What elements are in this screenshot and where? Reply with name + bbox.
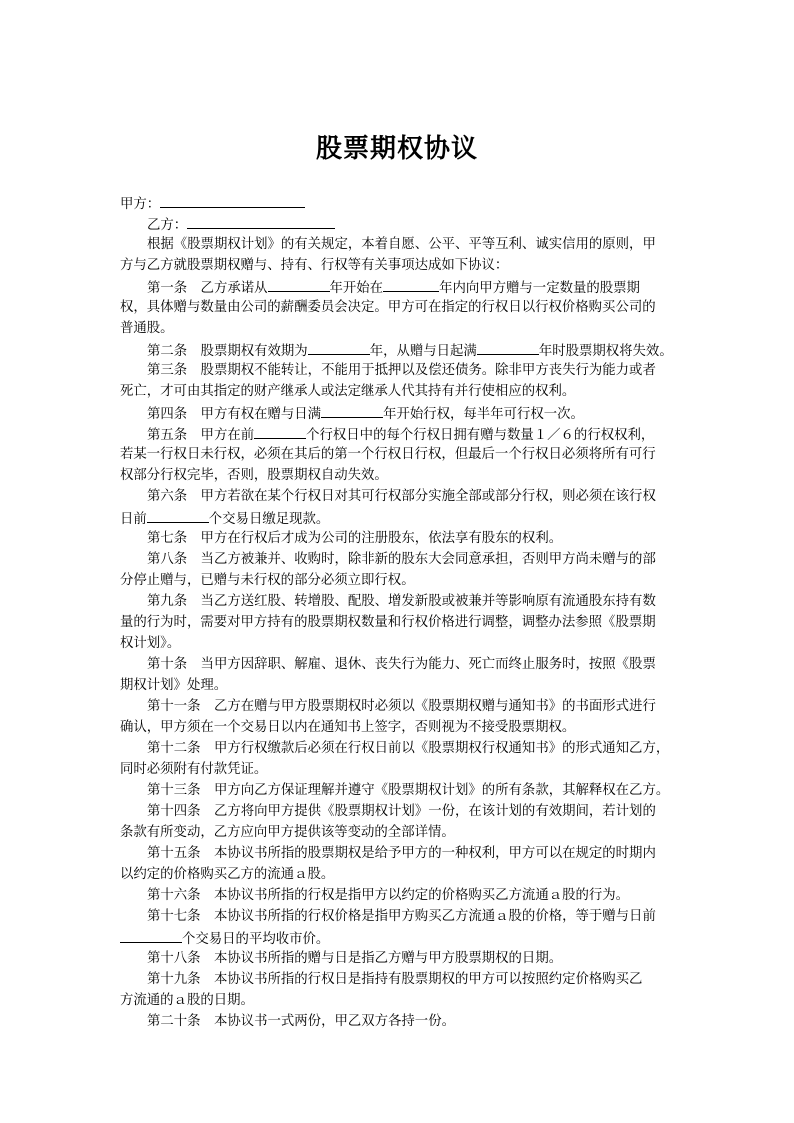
article-14-line: 第十四条 乙方将向甲方提供《股票期权计划》一份，在该计划的有效期间，若计划的 <box>147 804 656 819</box>
validity-years-blank[interactable] <box>308 339 370 355</box>
party-b-blank[interactable] <box>187 213 335 229</box>
article-5-line: 第五条 甲方在前 个行权日中的每个行权日拥有赠与数量１／６的行权权利， <box>120 423 680 444</box>
article-5-line: 权部分行权完毕，否则，股票期权自动失效。 <box>120 468 388 483</box>
party-a-label: 甲方： <box>120 197 161 212</box>
trading-days-blank[interactable] <box>147 507 209 523</box>
article-18-line: 第十八条 本协议书所指的赠与日是指乙方赠与甲方股票期权的日期。 <box>147 951 563 966</box>
article-3-line: 第三条 股票期权不能转让，不能用于抵押以及偿还债务。除非甲方丧失行为能力或者 <box>147 363 656 378</box>
article-9-line: 权计划》。 <box>120 636 181 651</box>
article-17-line: 第十七条 本协议书所指的行权价格是指甲方购买乙方流通ａ股的价格，等于赠与日前 <box>147 909 656 924</box>
article-6-line: 第六条 甲方若欲在某个行权日对其可行权部分实施全部或部分行权，则必须在该行权 <box>147 489 656 504</box>
article-3-line: 死亡，才可由其指定的财产继承人或法定继承人代其持有并行使相应的权利。 <box>120 384 576 399</box>
document-title: 股票期权协议 <box>315 134 478 164</box>
article-1-line: 权，具体赠与数量由公司的薪酬委员会决定。甲方可在指定的行权日以行权价格购买公司的 <box>120 300 656 315</box>
article-19-line: 第十九条 本协议书所指的行权日是指持有股票期权的甲方可以按照约定价格购买乙 <box>147 972 643 987</box>
article-20-line: 第二十条 本协议书一式两份，甲乙双方各持一份。 <box>147 1014 455 1029</box>
party-b-label: 乙方： <box>147 218 188 233</box>
preamble-line: 根据《股票期权计划》的有关规定，本着自愿、公平、平等互利、诚实信用的原则，甲 <box>147 237 656 252</box>
preamble-line: 方与乙方就股票期权赠与、持有、行权等有关事项达成如下协议： <box>120 258 509 273</box>
grant-years-blank[interactable] <box>383 276 439 292</box>
article-5-line: 若某一行权日未行权，必须在其后的第一个行权日行权，但最后一个行权日必须将所有可行 <box>120 447 656 462</box>
article-4-line: 第四条 甲方有权在赠与日满 年开始行权，每半年可行权一次。 <box>120 402 680 423</box>
article-9-line: 第九条 当乙方送红股、转增股、配股、增发新股或被兼并等影响原有流通股东持有数 <box>147 594 656 609</box>
article-1-line: 第一条 乙方承诺从 年开始在 年内向甲方赠与一定数量的股票期 <box>120 276 680 297</box>
article-13-line: 第十三条 甲方向乙方保证理解并遵守《股票期权计划》的所有条款，其解释权在乙方。 <box>147 783 670 798</box>
article-16-line: 第十六条 本协议书所指的行权是指甲方以约定的价格购买乙方流通ａ股的行为。 <box>147 888 630 903</box>
article-10-line: 第十条 当甲方因辞职、解雇、退休、丧失行为能力、死亡而终止服务时，按照《股票 <box>147 657 656 672</box>
article-17-line: 个交易日的平均收市价。 <box>120 927 680 948</box>
article-19-line: 方流通的ａ股的日期。 <box>120 993 254 1008</box>
party-a-line <box>120 192 680 213</box>
article-11-line: 确认，甲方须在一个交易日以内在通知书上签字，否则视为不接受股票期权。 <box>120 720 576 735</box>
exercise-days-blank[interactable] <box>254 423 306 439</box>
article-8-line: 第八条 当乙方被兼并、收购时，除非新的股东大会同意承担，否则甲方尚未赠与的部 <box>147 552 656 567</box>
expiry-years-blank[interactable] <box>477 339 539 355</box>
article-12-line: 第十二条 甲方行权缴款后必须在行权日前以《股票期权行权通知书》的形式通知乙方， <box>147 741 670 756</box>
article-14-line: 条款有所变动，乙方应向甲方提供该等变动的全部详情。 <box>120 825 455 840</box>
article-15-line: 第十五条 本协议书所指的股票期权是给予甲方的一种权利，甲方可以在规定的时期内 <box>147 846 656 861</box>
article-6-line: 日前 个交易日缴足现款。 <box>120 507 680 528</box>
party-a-blank[interactable] <box>160 192 305 208</box>
article-8-line: 分停止赠与，已赠与未行权的部分必须立即行权。 <box>120 573 415 588</box>
article-7-line: 第七条 甲方在行权后才成为公司的注册股东，依法享有股东的权利。 <box>147 531 563 546</box>
agreement-body <box>120 192 680 1032</box>
article-10-line: 期权计划》处理。 <box>120 678 228 693</box>
article-2-line: 第二条 股票期权有效期为 年，从赠与日起满 年时股票期权将失效。 <box>120 339 680 360</box>
article-11-line: 第十一条 乙方在赠与甲方股票期权时必须以《股票期权赠与通知书》的书面形式进行 <box>147 699 656 714</box>
article-12-line: 同时必须附有付款凭证。 <box>120 762 268 777</box>
avg-price-days-blank[interactable] <box>120 927 182 943</box>
party-b-line <box>120 213 680 234</box>
article-15-line: 以约定的价格购买乙方的流通ａ股。 <box>120 867 335 882</box>
vesting-years-blank[interactable] <box>321 402 383 418</box>
article-9-line: 量的行为时，需要对甲方持有的股票期权数量和行权价格进行调整，调整办法参照《股票期 <box>120 615 656 630</box>
start-year-blank[interactable] <box>268 276 330 292</box>
article-1-line: 普通股。 <box>120 321 174 336</box>
